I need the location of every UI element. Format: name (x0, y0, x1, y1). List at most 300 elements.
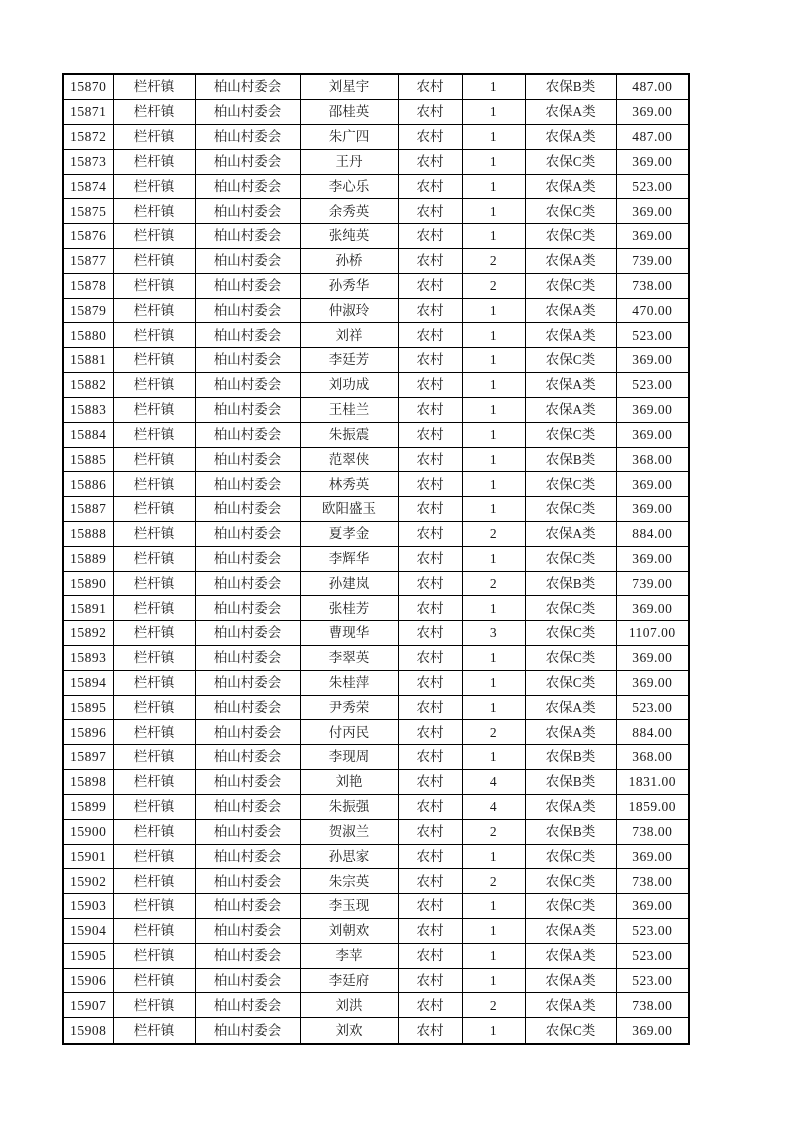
cell-residence-type: 农村 (398, 869, 462, 894)
cell-village-committee: 柏山村委会 (195, 224, 300, 249)
table-row (63, 993, 689, 1018)
cell-amount: 739.00 (616, 249, 689, 274)
cell-village-committee: 柏山村委会 (195, 621, 300, 646)
cell-record-id: 15871 (63, 100, 113, 125)
cell-person-name: 孙思家 (300, 844, 398, 869)
cell-amount: 487.00 (616, 124, 689, 149)
cell-town: 栏杆镇 (113, 621, 195, 646)
table-row (63, 894, 689, 919)
cell-amount: 523.00 (616, 943, 689, 968)
cell-insurance-category: 农保A类 (525, 968, 616, 993)
cell-person-name: 朱宗英 (300, 869, 398, 894)
cell-town: 栏杆镇 (113, 472, 195, 497)
cell-residence-type: 农村 (398, 422, 462, 447)
cell-record-id: 15905 (63, 943, 113, 968)
cell-amount: 369.00 (616, 348, 689, 373)
cell-person-count: 1 (462, 447, 525, 472)
cell-insurance-category: 农保A类 (525, 174, 616, 199)
cell-person-name: 李翠英 (300, 646, 398, 671)
cell-person-count: 2 (462, 521, 525, 546)
cell-person-count: 1 (462, 472, 525, 497)
table-row (63, 323, 689, 348)
cell-amount: 738.00 (616, 273, 689, 298)
cell-person-count: 1 (462, 348, 525, 373)
cell-amount: 369.00 (616, 1018, 689, 1044)
cell-residence-type: 农村 (398, 670, 462, 695)
cell-town: 栏杆镇 (113, 695, 195, 720)
cell-person-name: 刘星宇 (300, 74, 398, 100)
cell-village-committee: 柏山村委会 (195, 1018, 300, 1044)
cell-village-committee: 柏山村委会 (195, 546, 300, 571)
cell-record-id: 15884 (63, 422, 113, 447)
cell-amount: 369.00 (616, 670, 689, 695)
cell-residence-type: 农村 (398, 224, 462, 249)
cell-person-count: 2 (462, 571, 525, 596)
cell-person-name: 林秀英 (300, 472, 398, 497)
cell-village-committee: 柏山村委会 (195, 646, 300, 671)
cell-village-committee: 柏山村委会 (195, 174, 300, 199)
cell-town: 栏杆镇 (113, 1018, 195, 1044)
cell-person-count: 1 (462, 646, 525, 671)
cell-person-name: 王桂兰 (300, 397, 398, 422)
cell-residence-type: 农村 (398, 571, 462, 596)
cell-residence-type: 农村 (398, 943, 462, 968)
cell-person-name: 李廷府 (300, 968, 398, 993)
cell-residence-type: 农村 (398, 249, 462, 274)
cell-person-name: 范翠侠 (300, 447, 398, 472)
cell-person-count: 2 (462, 720, 525, 745)
cell-person-name: 付丙民 (300, 720, 398, 745)
cell-person-count: 1 (462, 695, 525, 720)
cell-residence-type: 农村 (398, 894, 462, 919)
cell-person-name: 曹现华 (300, 621, 398, 646)
cell-town: 栏杆镇 (113, 720, 195, 745)
cell-residence-type: 农村 (398, 298, 462, 323)
cell-amount: 523.00 (616, 323, 689, 348)
cell-village-committee: 柏山村委会 (195, 794, 300, 819)
cell-residence-type: 农村 (398, 720, 462, 745)
cell-amount: 523.00 (616, 695, 689, 720)
cell-record-id: 15882 (63, 373, 113, 398)
cell-person-name: 朱桂萍 (300, 670, 398, 695)
cell-record-id: 15879 (63, 298, 113, 323)
cell-person-name: 孙桥 (300, 249, 398, 274)
cell-insurance-category: 农保C类 (525, 869, 616, 894)
table-row (63, 124, 689, 149)
cell-insurance-category: 农保B类 (525, 745, 616, 770)
cell-residence-type: 农村 (398, 124, 462, 149)
cell-town: 栏杆镇 (113, 323, 195, 348)
table-row (63, 149, 689, 174)
cell-town: 栏杆镇 (113, 199, 195, 224)
cell-town: 栏杆镇 (113, 149, 195, 174)
table-row (63, 819, 689, 844)
table-row (63, 224, 689, 249)
cell-town: 栏杆镇 (113, 918, 195, 943)
cell-record-id: 15902 (63, 869, 113, 894)
table-row (63, 695, 689, 720)
cell-person-name: 孙建岚 (300, 571, 398, 596)
cell-residence-type: 农村 (398, 373, 462, 398)
cell-village-committee: 柏山村委会 (195, 571, 300, 596)
cell-person-name: 李辉华 (300, 546, 398, 571)
cell-amount: 369.00 (616, 422, 689, 447)
cell-village-committee: 柏山村委会 (195, 298, 300, 323)
cell-residence-type: 农村 (398, 323, 462, 348)
cell-village-committee: 柏山村委会 (195, 348, 300, 373)
table-row (63, 497, 689, 522)
cell-person-name: 尹秀荣 (300, 695, 398, 720)
cell-insurance-category: 农保C类 (525, 224, 616, 249)
cell-record-id: 15893 (63, 646, 113, 671)
cell-amount: 369.00 (616, 149, 689, 174)
table-row (63, 472, 689, 497)
cell-person-count: 1 (462, 422, 525, 447)
cell-village-committee: 柏山村委会 (195, 844, 300, 869)
cell-village-committee: 柏山村委会 (195, 249, 300, 274)
cell-insurance-category: 农保A类 (525, 720, 616, 745)
cell-person-name: 张桂芳 (300, 596, 398, 621)
cell-town: 栏杆镇 (113, 596, 195, 621)
cell-record-id: 15897 (63, 745, 113, 770)
table-row (63, 447, 689, 472)
cell-village-committee: 柏山村委会 (195, 596, 300, 621)
cell-amount: 523.00 (616, 174, 689, 199)
cell-record-id: 15880 (63, 323, 113, 348)
cell-person-count: 1 (462, 943, 525, 968)
cell-residence-type: 农村 (398, 447, 462, 472)
cell-town: 栏杆镇 (113, 124, 195, 149)
cell-person-name: 贺淑兰 (300, 819, 398, 844)
cell-residence-type: 农村 (398, 1018, 462, 1044)
cell-insurance-category: 农保C类 (525, 273, 616, 298)
cell-insurance-category: 农保A类 (525, 397, 616, 422)
cell-insurance-category: 农保A类 (525, 323, 616, 348)
cell-insurance-category: 农保A类 (525, 943, 616, 968)
cell-amount: 739.00 (616, 571, 689, 596)
cell-residence-type: 农村 (398, 149, 462, 174)
table-row (63, 943, 689, 968)
cell-person-count: 1 (462, 149, 525, 174)
cell-village-committee: 柏山村委会 (195, 199, 300, 224)
table-body (63, 74, 689, 1044)
cell-village-committee: 柏山村委会 (195, 869, 300, 894)
cell-amount: 523.00 (616, 968, 689, 993)
cell-record-id: 15873 (63, 149, 113, 174)
cell-village-committee: 柏山村委会 (195, 149, 300, 174)
cell-residence-type: 农村 (398, 521, 462, 546)
cell-village-committee: 柏山村委会 (195, 397, 300, 422)
cell-person-count: 1 (462, 968, 525, 993)
cell-town: 栏杆镇 (113, 968, 195, 993)
cell-residence-type: 农村 (398, 472, 462, 497)
cell-insurance-category: 农保C类 (525, 149, 616, 174)
cell-person-name: 李廷芳 (300, 348, 398, 373)
cell-amount: 1859.00 (616, 794, 689, 819)
cell-person-count: 1 (462, 74, 525, 100)
cell-person-count: 2 (462, 993, 525, 1018)
cell-town: 栏杆镇 (113, 745, 195, 770)
cell-insurance-category: 农保C类 (525, 844, 616, 869)
cell-person-count: 2 (462, 869, 525, 894)
cell-person-count: 4 (462, 794, 525, 819)
table-row (63, 298, 689, 323)
cell-village-committee: 柏山村委会 (195, 770, 300, 795)
cell-amount: 368.00 (616, 447, 689, 472)
table-row (63, 968, 689, 993)
cell-insurance-category: 农保C类 (525, 894, 616, 919)
cell-residence-type: 农村 (398, 74, 462, 100)
cell-person-count: 1 (462, 174, 525, 199)
cell-village-committee: 柏山村委会 (195, 894, 300, 919)
cell-record-id: 15872 (63, 124, 113, 149)
table-row (63, 745, 689, 770)
cell-record-id: 15907 (63, 993, 113, 1018)
cell-record-id: 15886 (63, 472, 113, 497)
cell-insurance-category: 农保C类 (525, 646, 616, 671)
cell-insurance-category: 农保B类 (525, 819, 616, 844)
cell-residence-type: 农村 (398, 273, 462, 298)
table-row (63, 844, 689, 869)
cell-person-count: 2 (462, 273, 525, 298)
cell-record-id: 15903 (63, 894, 113, 919)
cell-insurance-category: 农保A类 (525, 373, 616, 398)
cell-insurance-category: 农保C类 (525, 1018, 616, 1044)
table-row (63, 670, 689, 695)
cell-person-name: 王丹 (300, 149, 398, 174)
cell-record-id: 15878 (63, 273, 113, 298)
cell-person-count: 1 (462, 844, 525, 869)
table-row (63, 546, 689, 571)
cell-insurance-category: 农保C类 (525, 348, 616, 373)
table-row (63, 174, 689, 199)
cell-amount: 369.00 (616, 596, 689, 621)
cell-person-name: 朱振震 (300, 422, 398, 447)
cell-person-count: 1 (462, 745, 525, 770)
cell-person-name: 邵桂英 (300, 100, 398, 125)
cell-insurance-category: 农保A类 (525, 249, 616, 274)
cell-town: 栏杆镇 (113, 546, 195, 571)
cell-village-committee: 柏山村委会 (195, 993, 300, 1018)
cell-record-id: 15881 (63, 348, 113, 373)
table-row (63, 794, 689, 819)
cell-residence-type: 农村 (398, 621, 462, 646)
cell-residence-type: 农村 (398, 770, 462, 795)
cell-record-id: 15891 (63, 596, 113, 621)
table-row (63, 199, 689, 224)
cell-amount: 738.00 (616, 819, 689, 844)
cell-record-id: 15877 (63, 249, 113, 274)
table-row (63, 571, 689, 596)
cell-record-id: 15890 (63, 571, 113, 596)
cell-person-count: 2 (462, 249, 525, 274)
cell-village-committee: 柏山村委会 (195, 497, 300, 522)
cell-amount: 369.00 (616, 844, 689, 869)
cell-amount: 369.00 (616, 646, 689, 671)
cell-person-count: 1 (462, 224, 525, 249)
table-row (63, 74, 689, 100)
table-row (63, 646, 689, 671)
cell-amount: 368.00 (616, 745, 689, 770)
table-row (63, 1018, 689, 1044)
cell-residence-type: 农村 (398, 646, 462, 671)
cell-amount: 884.00 (616, 521, 689, 546)
cell-insurance-category: 农保B类 (525, 447, 616, 472)
cell-village-committee: 柏山村委会 (195, 720, 300, 745)
cell-person-count: 3 (462, 621, 525, 646)
cell-town: 栏杆镇 (113, 497, 195, 522)
cell-amount: 369.00 (616, 497, 689, 522)
cell-insurance-category: 农保C类 (525, 621, 616, 646)
cell-amount: 470.00 (616, 298, 689, 323)
cell-person-name: 刘祥 (300, 323, 398, 348)
cell-person-count: 1 (462, 373, 525, 398)
cell-town: 栏杆镇 (113, 397, 195, 422)
cell-record-id: 15885 (63, 447, 113, 472)
cell-record-id: 15887 (63, 497, 113, 522)
cell-town: 栏杆镇 (113, 770, 195, 795)
cell-village-committee: 柏山村委会 (195, 670, 300, 695)
cell-amount: 487.00 (616, 74, 689, 100)
cell-person-count: 1 (462, 596, 525, 621)
cell-record-id: 15899 (63, 794, 113, 819)
cell-residence-type: 农村 (398, 174, 462, 199)
cell-person-count: 1 (462, 124, 525, 149)
cell-record-id: 15883 (63, 397, 113, 422)
cell-amount: 523.00 (616, 918, 689, 943)
table-row (63, 521, 689, 546)
cell-town: 栏杆镇 (113, 844, 195, 869)
cell-record-id: 15888 (63, 521, 113, 546)
cell-village-committee: 柏山村委会 (195, 273, 300, 298)
cell-record-id: 15874 (63, 174, 113, 199)
cell-person-name: 孙秀华 (300, 273, 398, 298)
cell-residence-type: 农村 (398, 497, 462, 522)
table-row (63, 596, 689, 621)
cell-village-committee: 柏山村委会 (195, 124, 300, 149)
cell-record-id: 15889 (63, 546, 113, 571)
cell-person-count: 1 (462, 670, 525, 695)
cell-insurance-category: 农保A类 (525, 100, 616, 125)
cell-insurance-category: 农保A类 (525, 298, 616, 323)
cell-insurance-category: 农保C类 (525, 422, 616, 447)
table-row (63, 348, 689, 373)
cell-amount: 369.00 (616, 472, 689, 497)
cell-person-name: 仲淑玲 (300, 298, 398, 323)
cell-person-name: 李玉现 (300, 894, 398, 919)
cell-residence-type: 农村 (398, 596, 462, 621)
cell-person-name: 刘洪 (300, 993, 398, 1018)
table-row (63, 373, 689, 398)
cell-amount: 369.00 (616, 546, 689, 571)
cell-person-name: 夏孝金 (300, 521, 398, 546)
cell-person-name: 李现周 (300, 745, 398, 770)
cell-record-id: 15908 (63, 1018, 113, 1044)
cell-village-committee: 柏山村委会 (195, 918, 300, 943)
cell-town: 栏杆镇 (113, 819, 195, 844)
cell-amount: 738.00 (616, 993, 689, 1018)
cell-amount: 369.00 (616, 199, 689, 224)
cell-town: 栏杆镇 (113, 894, 195, 919)
table-row (63, 100, 689, 125)
cell-person-name: 刘艳 (300, 770, 398, 795)
cell-insurance-category: 农保A类 (525, 918, 616, 943)
cell-person-count: 1 (462, 546, 525, 571)
cell-insurance-category: 农保C类 (525, 199, 616, 224)
cell-residence-type: 农村 (398, 844, 462, 869)
cell-amount: 369.00 (616, 397, 689, 422)
cell-town: 栏杆镇 (113, 571, 195, 596)
cell-town: 栏杆镇 (113, 273, 195, 298)
cell-record-id: 15901 (63, 844, 113, 869)
table-row (63, 397, 689, 422)
table-row (63, 770, 689, 795)
cell-village-committee: 柏山村委会 (195, 323, 300, 348)
cell-record-id: 15898 (63, 770, 113, 795)
cell-town: 栏杆镇 (113, 249, 195, 274)
cell-record-id: 15894 (63, 670, 113, 695)
cell-insurance-category: 农保B类 (525, 74, 616, 100)
cell-amount: 523.00 (616, 373, 689, 398)
cell-insurance-category: 农保C类 (525, 472, 616, 497)
cell-insurance-category: 农保C类 (525, 546, 616, 571)
cell-insurance-category: 农保A类 (525, 794, 616, 819)
cell-person-name: 刘朝欢 (300, 918, 398, 943)
cell-record-id: 15870 (63, 74, 113, 100)
cell-person-count: 1 (462, 497, 525, 522)
table-row (63, 621, 689, 646)
cell-residence-type: 农村 (398, 546, 462, 571)
cell-person-name: 欧阳盛玉 (300, 497, 398, 522)
cell-insurance-category: 农保C类 (525, 670, 616, 695)
cell-amount: 369.00 (616, 894, 689, 919)
cell-town: 栏杆镇 (113, 224, 195, 249)
cell-person-name: 张纯英 (300, 224, 398, 249)
cell-amount: 369.00 (616, 224, 689, 249)
table-row (63, 422, 689, 447)
cell-person-count: 4 (462, 770, 525, 795)
cell-insurance-category: 农保A类 (525, 993, 616, 1018)
cell-village-committee: 柏山村委会 (195, 745, 300, 770)
cell-record-id: 15892 (63, 621, 113, 646)
cell-residence-type: 农村 (398, 968, 462, 993)
cell-village-committee: 柏山村委会 (195, 422, 300, 447)
cell-town: 栏杆镇 (113, 373, 195, 398)
cell-town: 栏杆镇 (113, 869, 195, 894)
cell-insurance-category: 农保A类 (525, 521, 616, 546)
cell-person-count: 1 (462, 323, 525, 348)
table-row (63, 720, 689, 745)
cell-insurance-category: 农保B类 (525, 770, 616, 795)
cell-insurance-category: 农保B类 (525, 571, 616, 596)
cell-town: 栏杆镇 (113, 943, 195, 968)
cell-town: 栏杆镇 (113, 348, 195, 373)
cell-person-name: 刘功成 (300, 373, 398, 398)
cell-amount: 369.00 (616, 100, 689, 125)
cell-person-count: 1 (462, 1018, 525, 1044)
cell-record-id: 15895 (63, 695, 113, 720)
cell-village-committee: 柏山村委会 (195, 74, 300, 100)
cell-amount: 1831.00 (616, 770, 689, 795)
cell-town: 栏杆镇 (113, 74, 195, 100)
cell-record-id: 15896 (63, 720, 113, 745)
cell-town: 栏杆镇 (113, 670, 195, 695)
cell-record-id: 15904 (63, 918, 113, 943)
cell-town: 栏杆镇 (113, 447, 195, 472)
table-row (63, 273, 689, 298)
cell-village-committee: 柏山村委会 (195, 968, 300, 993)
cell-town: 栏杆镇 (113, 794, 195, 819)
